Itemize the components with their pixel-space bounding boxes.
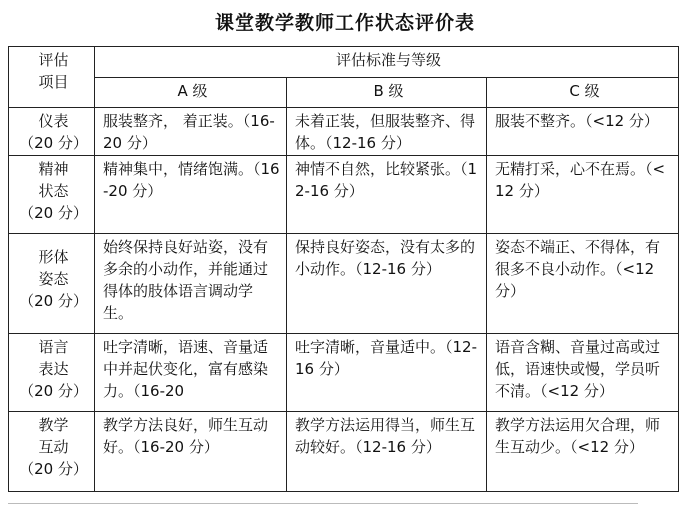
header-row-grades: [9, 78, 679, 108]
page-title: 课堂教学教师工作状态评价表: [214, 12, 475, 34]
evaluation-table: [8, 46, 679, 492]
page-bottom-rule: [8, 503, 638, 504]
grade-c-cell: 服装不整齐。（<12 分）: [487, 108, 679, 156]
grade-a-cell: 始终保持良好站姿，没有多余的小动作，并能通过得体的肢体语言调动学生。: [95, 234, 287, 334]
table-row-appearance: [9, 108, 679, 156]
row-item-line: 教学: [38, 416, 69, 434]
table-row-spirit: [9, 156, 679, 234]
row-item-line: 姿态: [38, 270, 69, 288]
row-item-cell: [9, 334, 95, 412]
grade-c-cell: 姿态不端正、不得体，有很多不良小动作。（<12 分）: [487, 234, 679, 334]
table-row-language: [9, 334, 679, 412]
grade-a-cell: 教学方法良好，师生互动好。（16-20 分）: [95, 412, 287, 492]
row-item-line: 形体: [38, 248, 69, 266]
grade-b-cell: 神情不自然，比较紧张。（12-16 分）: [287, 156, 487, 234]
row-item-line: 仪表: [38, 112, 69, 130]
row-item-cell: [9, 234, 95, 334]
row-item-line: 表达: [38, 360, 69, 378]
row-item-line: （20 分）: [19, 460, 88, 478]
table-row-interaction: [9, 412, 679, 492]
grade-b-cell: 教学方法运用得当，师生互动较好。（12-16 分）: [287, 412, 487, 492]
row-item-line: （20 分）: [19, 204, 88, 222]
grade-b-cell: 保持良好姿态，没有太多的小动作。（12-16 分）: [287, 234, 487, 334]
header-row-standard: [9, 47, 679, 78]
row-item-line: 状态: [38, 182, 69, 200]
grade-a-cell: 吐字清晰，语速、音量适中并起伏变化，富有感染力。（16-20: [95, 334, 287, 412]
row-item-cell: [9, 156, 95, 234]
item-header-cell: [9, 47, 95, 108]
grade-c-header: C 级: [487, 78, 679, 108]
grade-b-header: B 级: [287, 78, 487, 108]
row-item-cell: [9, 108, 95, 156]
row-item-line: 互动: [38, 438, 69, 456]
grade-b-cell: 未着正装，但服装整齐、得体。（12-16 分）: [287, 108, 487, 156]
row-item-cell: [9, 412, 95, 492]
row-item-line: （20 分）: [19, 292, 88, 310]
grade-b-cell: 吐字清晰，音量适中。（12-16 分）: [287, 334, 487, 412]
item-header-line1: 评估: [38, 51, 69, 69]
grade-c-cell: 教学方法运用欠合理，师生互动少。（<12 分）: [487, 412, 679, 492]
grade-a-cell: 服装整齐， 着正装。（16-20 分）: [95, 108, 287, 156]
grade-c-cell: 无精打采，心不在焉。（<12 分）: [487, 156, 679, 234]
grade-a-header: A 级: [95, 78, 287, 108]
row-item-line: （20 分）: [19, 382, 88, 400]
row-item-line: 精神: [38, 160, 69, 178]
table-row-posture: [9, 234, 679, 334]
row-item-line: （20 分）: [19, 134, 88, 152]
standard-header: 评估标准与等级: [95, 47, 679, 78]
item-header-line2: 项目: [38, 73, 69, 91]
grade-c-cell: 语音含糊、音量过高或过低，语速快或慢，学员听不清。（<12 分）: [487, 334, 679, 412]
row-item-line: 语言: [38, 338, 69, 356]
grade-a-cell: 精神集中，情绪饱满。（16-20 分）: [95, 156, 287, 234]
